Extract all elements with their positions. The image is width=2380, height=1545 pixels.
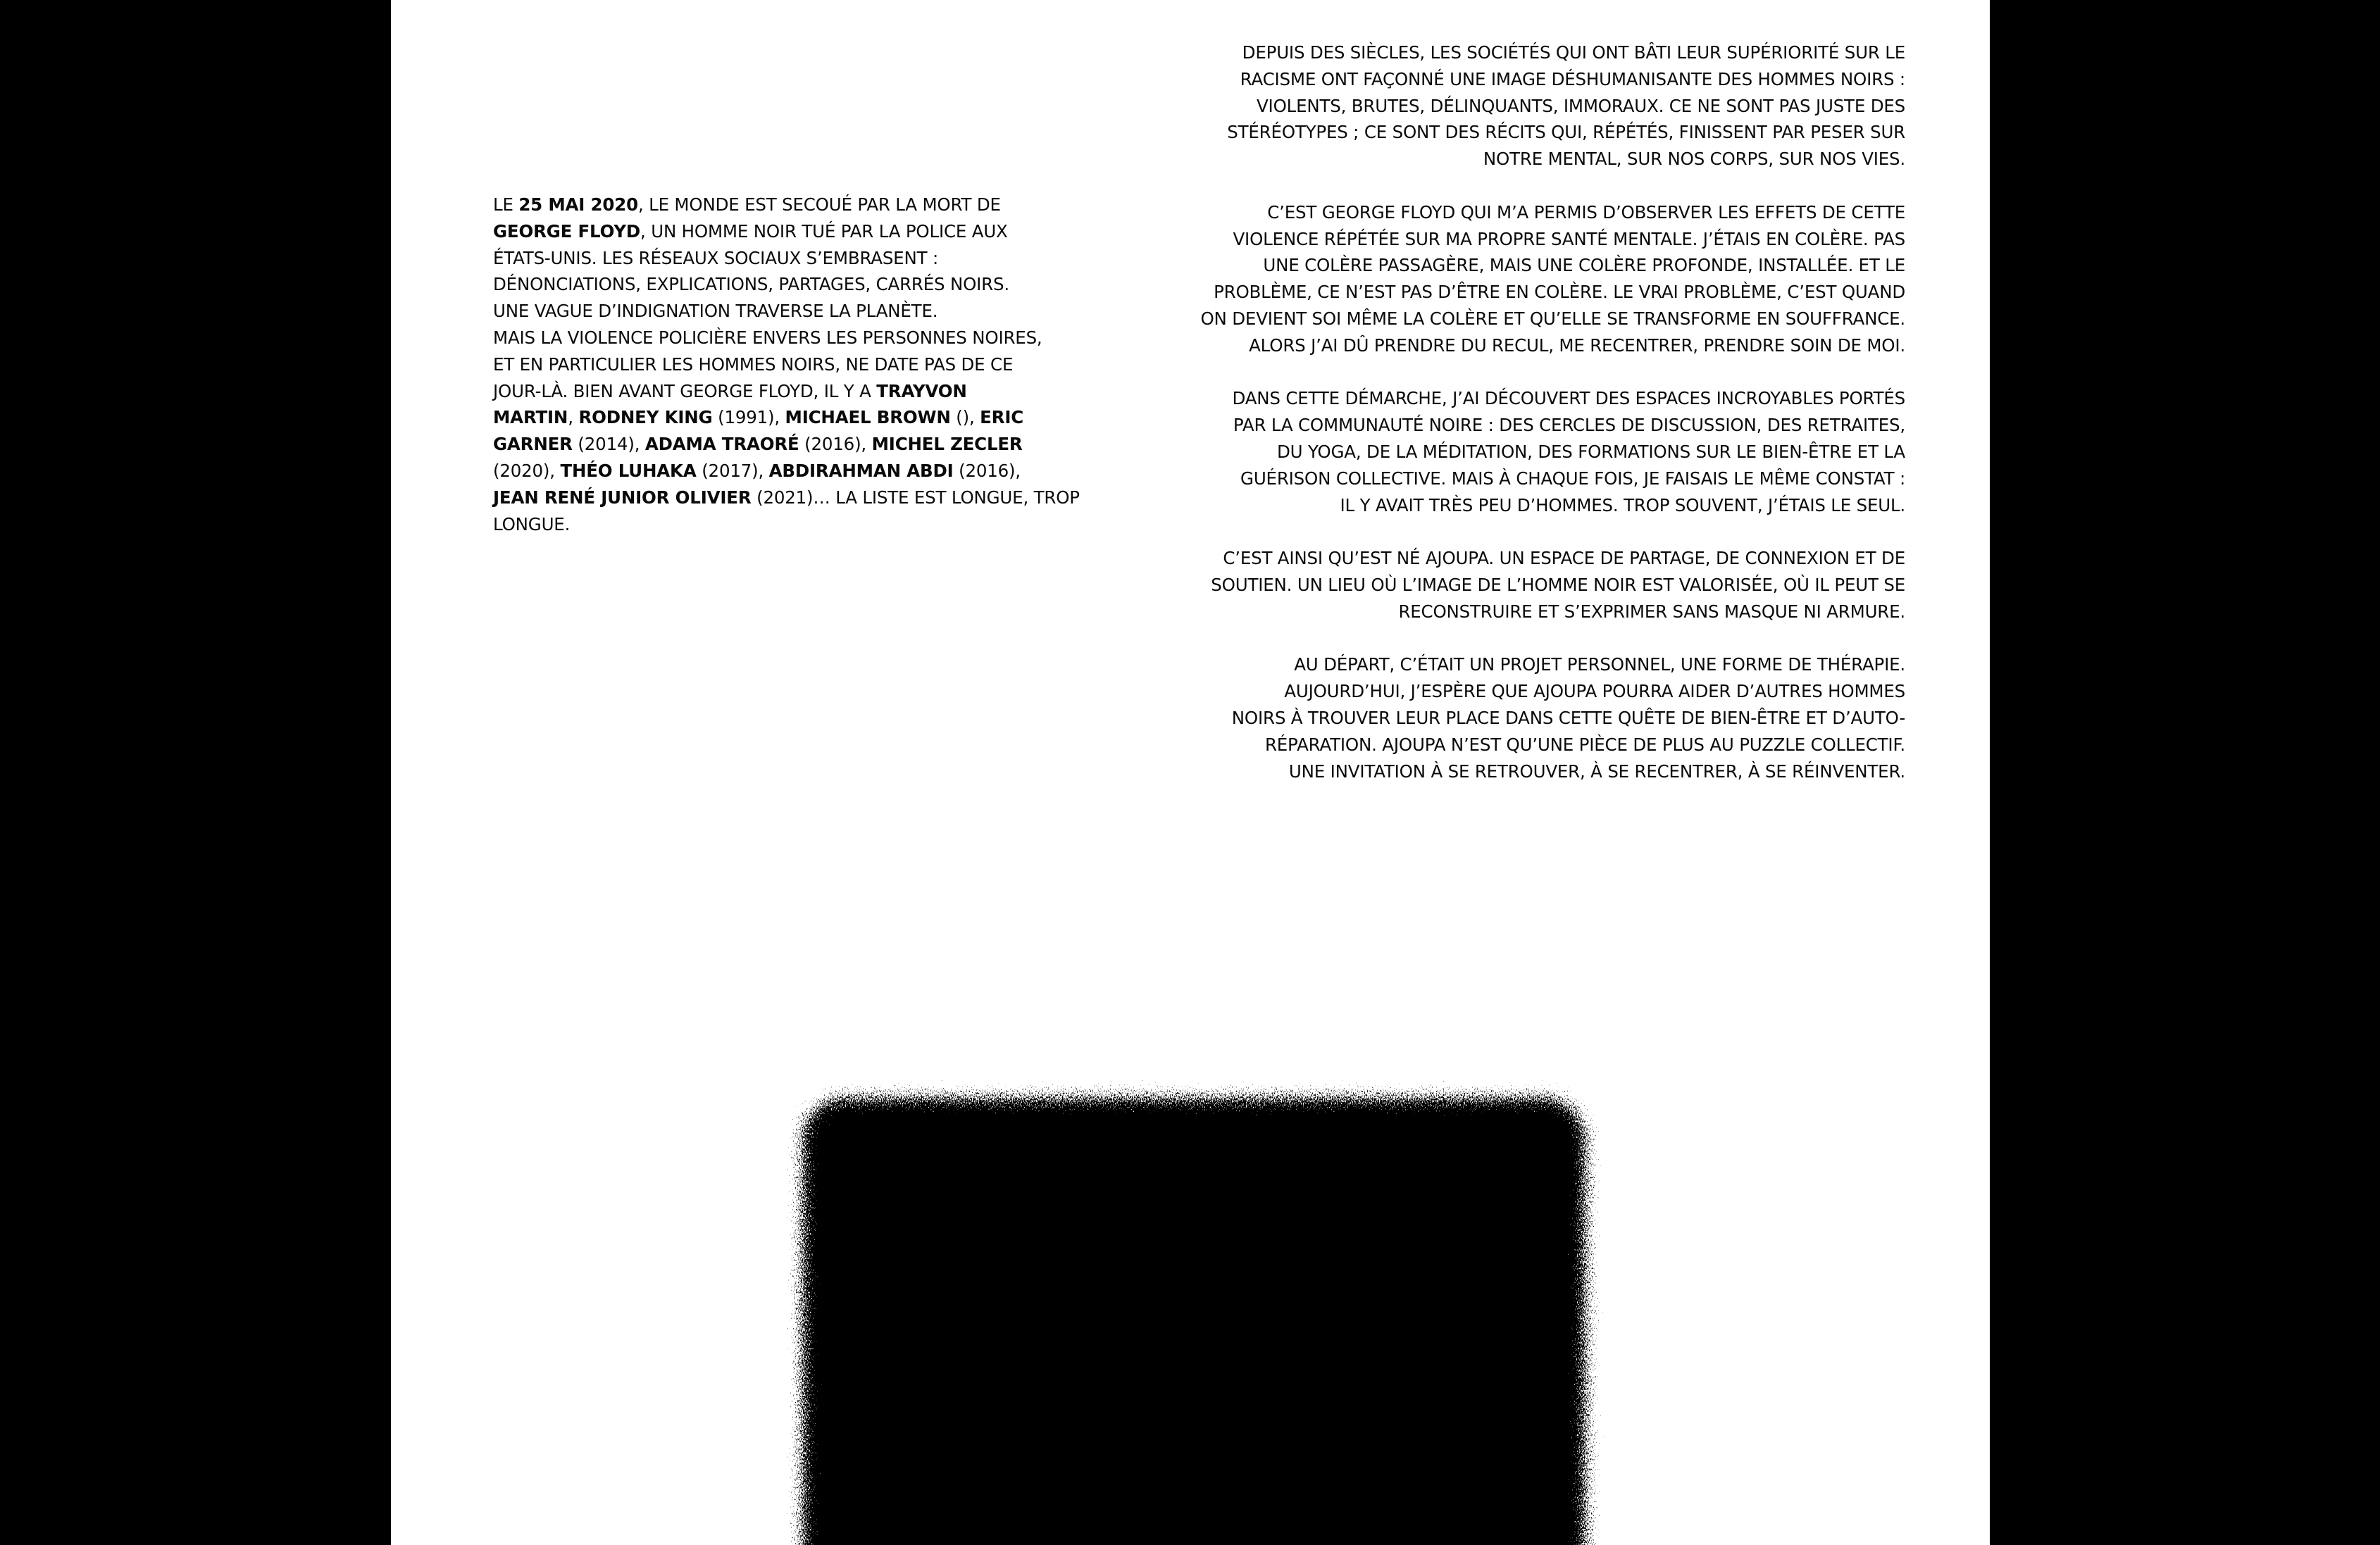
intro-line: LE 25 MAI 2020, LE MONDE EST SECOUÉ PAR LA MORT DE — [493, 194, 1001, 215]
intro-line: GEORGE FLOYD, UN HOMME NOIR TUÉ PAR LA POLICE AUX — [493, 220, 1008, 242]
story-line: UNE COLÈRE PASSAGÈRE, MAIS UNE COLÈRE PROFONDE, INSTALLÉE. ET LE — [1263, 255, 1905, 276]
story-line: AUJOURD’HUI, J’ESPÈRE QUE AJOUPA POURRA AIDER D’AUTRES HOMMES — [1284, 681, 1905, 702]
story-line: RECONSTRUIRE ET S’EXPRIMER SANS MASQUE NI ARMURE. — [1398, 601, 1905, 622]
story-paragraph — [1145, 651, 1905, 784]
intro-line: LONGUE. — [493, 513, 571, 534]
story-line: ON DEVIENT SOI MÊME LA COLÈRE ET QU’ELLE SE TRANSFORME EN SOUFFRANCE. — [1200, 308, 1905, 329]
intro-line: DÉNONCIATIONS, EXPLICATIONS, PARTAGES, CARRÉS NOIRS. — [493, 274, 1009, 295]
intro-line: UNE VAGUE D’INDIGNATION TRAVERSE LA PLANÈTE. — [493, 301, 938, 322]
story-line: DANS CETTE DÉMARCHE, J’AI DÉCOUVERT DES ESPACES INCROYABLES PORTÉS — [1232, 388, 1905, 409]
story-line: DU YOGA, DE LA MÉDITATION, DES FORMATIONS SUR LE BIEN-ÊTRE ET LA — [1277, 441, 1905, 462]
story-line: VIOLENTS, BRUTES, DÉLINQUANTS, IMMORAUX. CE NE SONT PAS JUSTE DES — [1256, 95, 1905, 116]
story-paragraph — [1145, 199, 1905, 359]
intro-line: ÉTATS-UNIS. LES RÉSEAUX SOCIAUX S’EMBRASENT : — [493, 247, 938, 268]
intro-line: JEAN RENÉ JUNIOR OLIVIER (2021)… LA LISTE EST LONGUE, TROP — [493, 487, 1080, 508]
intro-line: MARTIN, RODNEY KING (1991), MICHAEL BROWN (), ERIC — [493, 407, 1024, 428]
intro-column — [493, 192, 1080, 537]
intro-line: MAIS LA VIOLENCE POLICIÈRE ENVERS LES PERSONNES NOIRES, — [493, 327, 1042, 348]
story-line: C’EST AINSI QU’EST NÉ AJOUPA. UN ESPACE DE PARTAGE, DE CONNEXION ET DE — [1223, 548, 1905, 569]
intro-line: GARNER (2014), ADAMA TRAORÉ (2016), MICHEL ZECLER — [493, 434, 1023, 455]
intro-line: JOUR-LÀ. BIEN AVANT GEORGE FLOYD, IL Y A TRAYVON — [493, 380, 967, 401]
story-line: RACISME ONT FAÇONNÉ UNE IMAGE DÉSHUMANISANTE DES HOMMES NOIRS : — [1240, 68, 1905, 89]
story-paragraph — [1145, 385, 1905, 518]
story-paragraph — [1145, 39, 1905, 173]
intro-line: (2020), THÉO LUHAKA (2017), ABDIRAHMAN ABDI (2016), — [493, 460, 1021, 481]
story-paragraph — [1145, 545, 1905, 625]
story-line: AU DÉPART, C’ÉTAIT UN PROJET PERSONNEL, UNE FORME DE THÉRAPIE. — [1294, 654, 1905, 675]
story-line: C’EST GEORGE FLOYD QUI M’A PERMIS D’OBSERVER LES EFFETS DE CETTE — [1267, 201, 1905, 223]
story-line: NOTRE MENTAL, SUR NOS CORPS, SUR NOS VIES. — [1483, 149, 1905, 170]
noise-square-shape — [736, 1042, 1652, 1545]
page — [391, 0, 1990, 1545]
story-line: ALORS J’AI DÛ PRENDRE DU RECUL, ME RECENTRER, PRENDRE SOIN DE MOI. — [1249, 334, 1905, 356]
story-line: GUÉRISON COLLECTIVE. MAIS À CHAQUE FOIS, JE FAISAIS LE MÊME CONSTAT : — [1240, 468, 1905, 489]
story-line: DEPUIS DES SIÈCLES, LES SOCIÉTÉS QUI ONT BÂTI LEUR SUPÉRIORITÉ SUR LE — [1242, 42, 1905, 63]
story-line: UNE INVITATION À SE RETROUVER, À SE RECENTRER, À SE RÉINVENTER. — [1288, 761, 1905, 782]
story-line: RÉPARATION. AJOUPA N’EST QU’UNE PIÈCE DE PLUS AU PUZZLE COLLECTIF. — [1264, 734, 1905, 755]
story-column — [1145, 39, 1905, 811]
story-line: PAR LA COMMUNAUTÉ NOIRE : DES CERCLES DE DISCUSSION, DES RETRAITES, — [1233, 415, 1905, 436]
story-line: STÉRÉOTYPES ; CE SONT DES RÉCITS QUI, RÉPÉTÉS, FINISSENT PAR PESER SUR — [1227, 122, 1905, 143]
story-line: NOIRS À TROUVER LEUR PLACE DANS CETTE QUÊTE DE BIEN-ÊTRE ET D’AUTO- — [1231, 707, 1905, 728]
story-line: PROBLÈME, CE N’EST PAS D’ÊTRE EN COLÈRE. LE VRAI PROBLÈME, C’EST QUAND — [1214, 282, 1905, 303]
intro-line: ET EN PARTICULIER LES HOMMES NOIRS, NE DATE PAS DE CE — [493, 354, 1014, 375]
story-line: SOUTIEN. UN LIEU OÙ L’IMAGE DE L’HOMME NOIR EST VALORISÉE, OÙ IL PEUT SE — [1211, 574, 1905, 595]
story-line: VIOLENCE RÉPÉTÉE SUR MA PROPRE SANTÉ MENTALE. J’ÉTAIS EN COLÈRE. PAS — [1233, 228, 1905, 249]
story-line: IL Y AVAIT TRÈS PEU D’HOMMES. TROP SOUVENT, J’ÉTAIS LE SEUL. — [1340, 494, 1905, 515]
